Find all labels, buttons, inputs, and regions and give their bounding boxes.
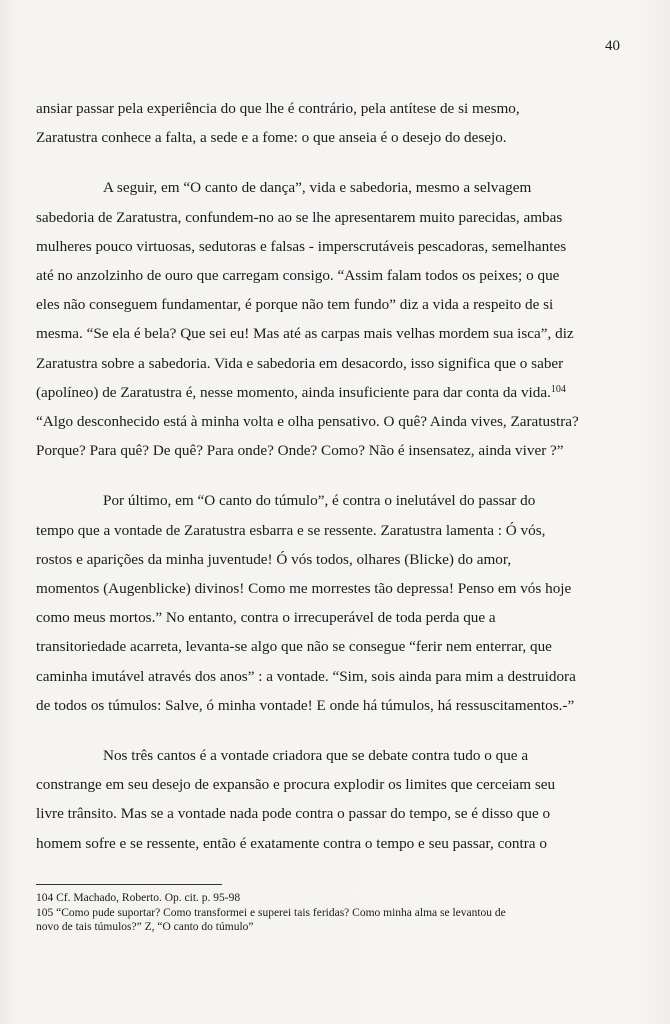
text-line: rostos e aparições da minha juventude! Ó vós todos, olhares (Blicke) do amor,	[36, 550, 512, 568]
text-line: livre trânsito. Mas se a vontade nada pode contra o passar do tempo, se é disso que o	[36, 805, 551, 823]
text-line: caminha imutável através dos anos” : a vontade. “Sim, sois ainda para mim a destruidora	[36, 667, 576, 685]
footnote-number: 105	[36, 906, 54, 919]
page-number: 40	[605, 38, 620, 54]
footnote-105-continued: novo de tais túmulos?” Z, “O canto do túmulo”	[36, 921, 254, 934]
text-line: ansiar passar pela experiência do que lhe é contrário, pela antítese de si mesmo,	[36, 100, 520, 117]
footnote-divider	[36, 884, 222, 885]
text-line: homem sofre e se ressente, então é exatamente contra o tempo e seu passar, contra o	[36, 834, 547, 852]
text-line: tempo que a vontade de Zaratustra esbarra e se ressente. Zaratustra lamenta : Ó vós,	[36, 521, 546, 539]
paragraph-1	[36, 94, 632, 152]
footnote-105	[36, 906, 636, 921]
text-line: sabedoria de Zaratustra, confundem-no ao se lhe apresentarem muito parecidas, ambas	[36, 208, 563, 226]
paragraph-4	[36, 741, 632, 858]
text-line: Por último, em “O canto do túmulo”, é contra o inelutável do passar do	[103, 492, 536, 510]
text-segment: (apolíneo) de Zaratustra é, nesse momento, ainda insuficiente para dar conta da vida.	[36, 383, 551, 401]
footnote-number: 104	[36, 892, 54, 904]
text-line: constrange em seu desejo de expansão e procura explodir os limites que cerceiam seu	[36, 776, 556, 794]
text-line: eles não conseguem fundamentar, é porque não tem fundo” diz a vida a respeito de si	[36, 296, 554, 314]
text-line: A seguir, em “O canto de dança”, vida e sabedoria, mesmo a selvagem	[103, 179, 532, 197]
text-line: momentos (Augenblicke) divinos! Como me morrestes tão depressa! Penso em vós hoje	[36, 580, 572, 598]
text-line: mulheres pouco virtuosas, sedutoras e falsas - imperscrutáveis pescadoras, semelhantes	[36, 237, 567, 255]
text-line: mesma. “Se ela é bela? Que sei eu! Mas até as carpas mais velhas mordem sua isca”, diz	[36, 325, 574, 343]
text-line: Porque? Para quê? De quê? Para onde? Onde? Como? Não é insensatez, ainda viver ?”	[36, 442, 564, 460]
paragraph-2	[36, 173, 632, 465]
text-line: como meus mortos.” No entanto, contra o irrecuperável de toda perda que a	[36, 609, 496, 627]
text-line: transitoriedade acarreta, levanta-se algo que não se consegue “ferir nem enterrar, que	[36, 638, 552, 656]
text-line: de todos os túmulos: Salve, ó minha vontade! E onde há túmulos, há ressuscitamentos.-”	[36, 696, 575, 714]
paragraph-3	[36, 486, 632, 720]
text-line: “Algo desconhecido está à minha volta e olha pensativo. O quê? Ainda vives, Zaratustra?	[36, 413, 579, 431]
footnote-ref-104[interactable]: 104	[550, 383, 566, 395]
text-line: Zaratustra sobre a sabedoria. Vida e sabedoria em desacordo, isso significa que o saber	[36, 354, 564, 372]
body-text	[36, 94, 632, 879]
footnote-text: Cf. Machado, Roberto. Op. cit. p. 95-98	[56, 892, 241, 904]
text-line: até no anzolzinho de ouro que carregam consigo. “Assim falam todos os peixes; o que	[36, 267, 560, 285]
text-line: Zaratustra conhece a falta, a sede e a fome: o que anseia é o desejo do desejo.	[36, 129, 507, 147]
text-line: Nos três cantos é a vontade criadora que se debate contra tudo o que a	[103, 747, 529, 765]
footnote-104	[36, 891, 636, 906]
footnotes	[36, 891, 636, 935]
footnote-text: “Como pude suportar? Como transformei e superei tais feridas? Como minha alma se levantou de	[56, 906, 506, 919]
text-line	[36, 378, 632, 407]
